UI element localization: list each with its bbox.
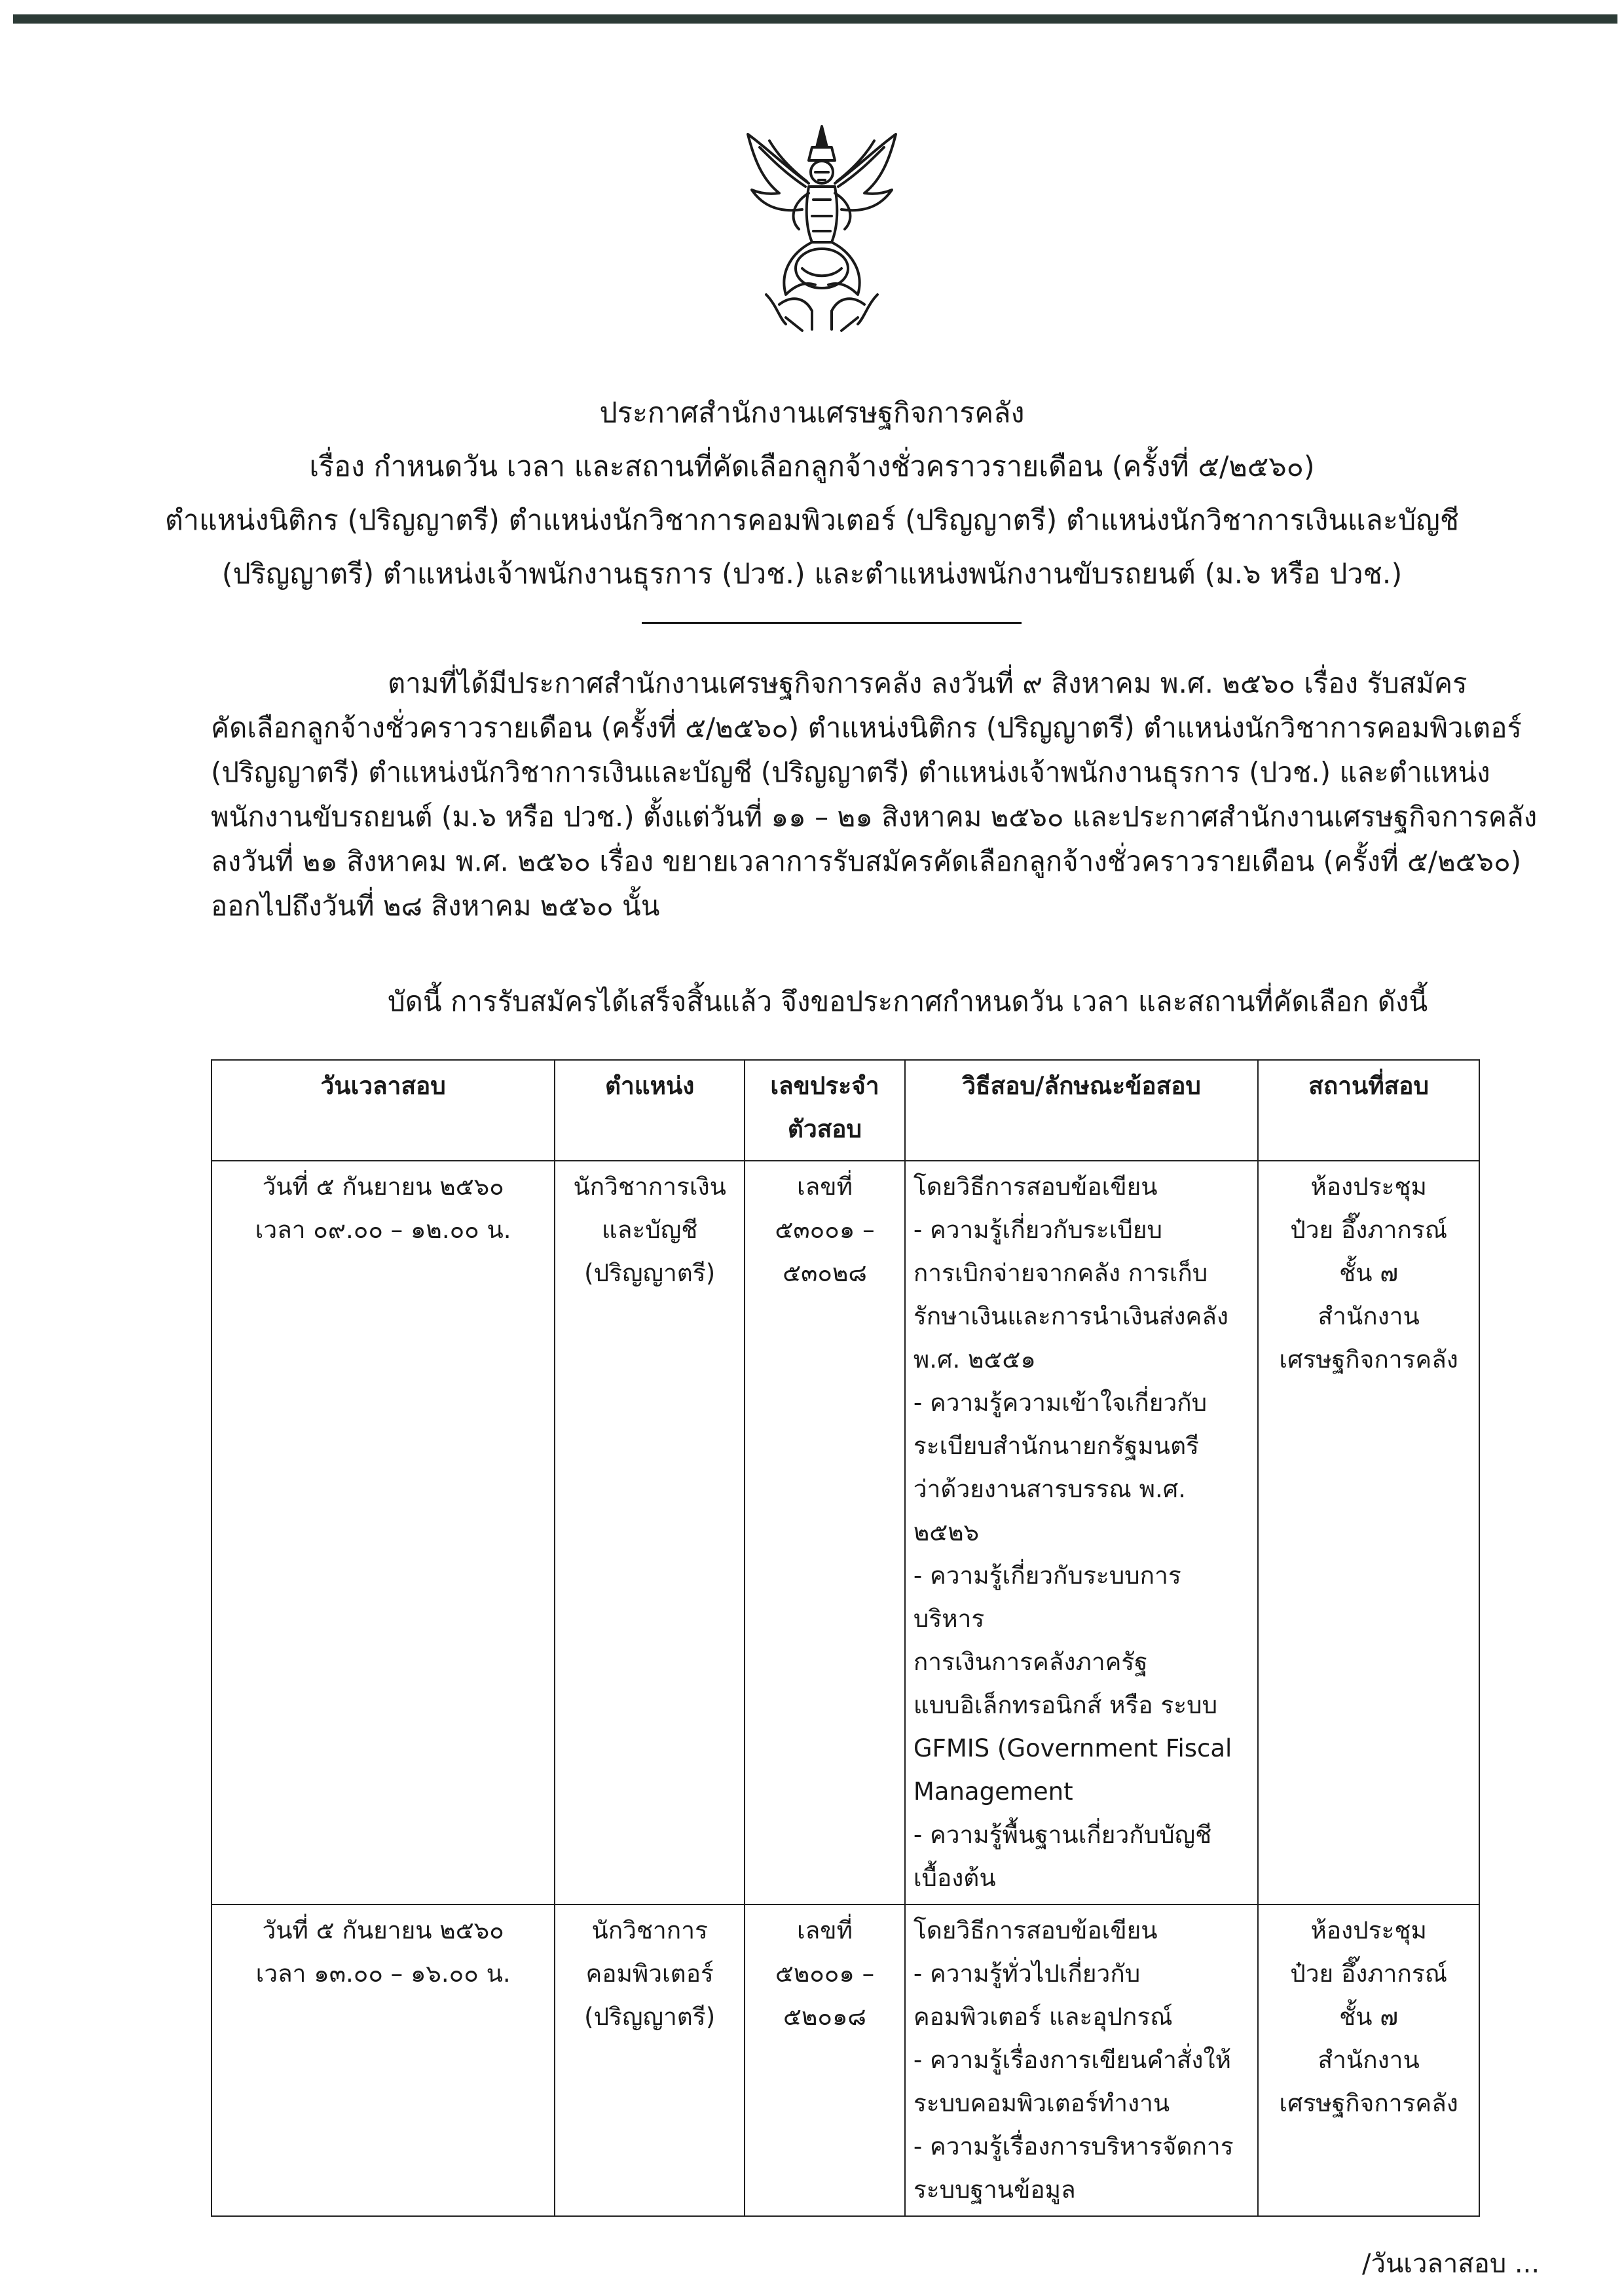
cell-position (555, 1904, 745, 2216)
header-exam-number-line: ตัวสอบ (787, 1115, 862, 1143)
header-venue: สถานที่สอบ (1258, 1060, 1479, 1161)
cell-datetime (212, 1904, 555, 2216)
cell-method-line: - ความรู้พื้นฐานเกี่ยวกับบัญชี (913, 1821, 1212, 1849)
cell-method-line: GFMIS (Government Fiscal (913, 1734, 1232, 1762)
cell-position-line: คอมพิวเตอร์ (585, 1959, 714, 1988)
cell-exam-number-line: ๕๓๐๐๑ – (775, 1216, 875, 1244)
cell-method-line: โดยวิธีการสอบข้อเขียน (913, 1916, 1158, 1944)
cell-exam-number-line: ๕๒๐๑๘ (783, 2003, 866, 2031)
paragraph-line: คัดเลือกลูกจ้างชั่วคราวรายเดือน (ครั้งที่ ๕/๒๕๖๐) ตำแหน่งนิติกร (ปริญญาตรี) ตำแหน่งนักวิชาการคอมพิวเตอร์ (211, 712, 1522, 744)
cell-method-line: - ความรู้เกี่ยวกับระเบียบ (913, 1216, 1162, 1244)
title-divider (642, 622, 1022, 624)
cell-method-line: - ความรู้เรื่องการเขียนคำสั่งให้ (913, 2046, 1231, 2074)
cell-method-line: - ความรู้ทั่วไปเกี่ยวกับ (913, 1959, 1141, 1988)
cell-method-line: พ.ศ. ๒๕๕๑ (913, 1345, 1036, 1374)
cell-method-line: Management (913, 1777, 1073, 1806)
cell-position (555, 1161, 745, 1904)
header-exam-number-line: เลขประจำ (770, 1072, 879, 1100)
paragraph-line: ลงวันที่ ๒๑ สิงหาคม พ.ศ. ๒๕๖๐ เรื่อง ขยายเวลาการรับสมัครคัดเลือกลูกจ้างชั่วคราวรายเดือน (ครั้งที่ ๕/๒๕๖๐) (211, 845, 1522, 877)
cell-position-line: นักวิชาการเงิน (573, 1173, 726, 1201)
cell-venue-line: สำนักงาน (1318, 1302, 1420, 1330)
cell-method-line: ระเบียบสำนักนายกรัฐมนตรี (913, 1432, 1199, 1460)
cell-position-line: (ปริญญาตรี) (584, 2003, 716, 2031)
cell-datetime (212, 1161, 555, 1904)
cell-method-line: โดยวิธีการสอบข้อเขียน (913, 1173, 1158, 1201)
cell-method (905, 1161, 1258, 1904)
table-row (212, 1904, 1479, 2216)
title-line: ประกาศสำนักงานเศรษฐกิจการคลัง (599, 397, 1025, 429)
title-line: ตำแหน่งนิติกร (ปริญญาตรี) ตำแหน่งนักวิชาการคอมพิวเตอร์ (ปริญญาตรี) ตำแหน่งนักวิชาการเงินและบัญชี (164, 504, 1460, 537)
cell-venue-line: เศรษฐกิจการคลัง (1279, 1345, 1458, 1374)
cell-exam-number-line: ๕๓๐๒๘ (783, 1259, 867, 1287)
header-exam-number (745, 1060, 905, 1161)
cell-venue-line: สำนักงาน (1318, 2046, 1420, 2074)
paragraph-line: (ปริญญาตรี) ตำแหน่งนักวิชาการเงินและบัญชี (ปริญญาตรี) ตำแหน่งเจ้าพนักงานธุรการ (ปวช.) และตำแหน่ง (211, 756, 1490, 788)
header-position: ตำแหน่ง (555, 1060, 745, 1161)
cell-method-line: ระบบฐานข้อมูล (913, 2176, 1076, 2204)
cell-method-line: ว่าด้วยงานสารบรรณ พ.ศ. ๒๕๒๖ (913, 1475, 1186, 1546)
cell-venue-line: ชั้น ๗ (1339, 2003, 1399, 2031)
header-method: วิธีสอบ/ลักษณะข้อสอบ (905, 1060, 1258, 1161)
cell-method-line: การเงินการคลังภาครัฐ (913, 1648, 1148, 1676)
body-paragraph-2: บัดนี้ การรับสมัครได้เสร็จสิ้นแล้ว จึงขอประกาศกำหนดวัน เวลา และสถานที่คัดเลือก ดังนี้ (388, 985, 1428, 1017)
table-header-row (212, 1060, 1479, 1161)
cell-method-line: เบื้องต้น (913, 1864, 996, 1892)
cell-position-line: (ปริญญาตรี) (584, 1259, 716, 1287)
paragraph-line: ตามที่ได้มีประกาศสำนักงานเศรษฐกิจการคลัง ลงวันที่ ๙ สิงหาคม พ.ศ. ๒๕๖๐ เรื่อง รับสมัคร (388, 667, 1467, 699)
table-row (212, 1161, 1479, 1904)
cell-exam-number-line: เลขที่ (796, 1173, 853, 1201)
announcement-title (105, 386, 1519, 601)
cell-venue-line: ห้องประชุม (1310, 1173, 1427, 1201)
cell-datetime-line: วันที่ ๕ กันยายน ๒๕๖๐ (262, 1173, 504, 1201)
exam-schedule-table (211, 1059, 1480, 2217)
cell-method-line: การเบิกจ่ายจากคลัง การเก็บ (913, 1259, 1208, 1287)
cell-venue-line: ป๋วย อึ๊งภากรณ์ (1290, 1216, 1448, 1244)
paragraph-line: พนักงานขับรถยนต์ (ม.๖ หรือ ปวช.) ตั้งแต่วันที่ ๑๑ – ๒๑ สิงหาคม ๒๕๖๐ และประกาศสำนักงานเศรษฐกิจการคลัง (211, 801, 1538, 833)
cell-method-line: - ความรู้เรื่องการบริหารจัดการ (913, 2132, 1234, 2160)
title-line: เรื่อง กำหนดวัน เวลา และสถานที่คัดเลือกลูกจ้างชั่วคราวรายเดือน (ครั้งที่ ๕/๒๕๖๐) (309, 450, 1315, 483)
cell-method (905, 1904, 1258, 2216)
cell-datetime-line: เวลา ๐๙.๐๐ – ๑๒.๐๐ น. (255, 1216, 511, 1244)
cell-venue (1258, 1161, 1479, 1904)
garuda-emblem (740, 121, 904, 337)
cell-method-line: แบบอิเล็กทรอนิกส์ หรือ ระบบ (913, 1691, 1218, 1719)
header-datetime: วันเวลาสอบ (212, 1060, 555, 1161)
cell-method-line: ระบบคอมพิวเตอร์ทำงาน (913, 2089, 1170, 2117)
cell-datetime-line: วันที่ ๕ กันยายน ๒๕๖๐ (262, 1916, 504, 1944)
cell-venue-line: ป๋วย อึ๊งภากรณ์ (1290, 1959, 1448, 1988)
cell-method-line: - ความรู้เกี่ยวกับระบบการบริหาร (913, 1561, 1181, 1633)
continuation-marker: /วันเวลาสอบ ... (1362, 2249, 1540, 2279)
paragraph-line: ออกไปถึงวันที่ ๒๘ สิงหาคม ๒๕๖๐ นั้น (211, 890, 660, 922)
cell-method-line: รักษาเงินและการนำเงินส่งคลัง (913, 1302, 1228, 1330)
body-paragraph (211, 661, 1538, 928)
cell-method-line: คอมพิวเตอร์ และอุปกรณ์ (913, 2003, 1173, 2031)
cell-venue-line: ชั้น ๗ (1339, 1259, 1399, 1287)
cell-venue-line: เศรษฐกิจการคลัง (1279, 2089, 1458, 2117)
cell-exam-number (745, 1904, 905, 2216)
cell-position-line: นักวิชาการ (591, 1916, 708, 1944)
cell-exam-number-line: ๕๒๐๐๑ – (775, 1959, 875, 1988)
cell-exam-number (745, 1161, 905, 1904)
cell-venue-line: ห้องประชุม (1310, 1916, 1427, 1944)
cell-exam-number-line: เลขที่ (796, 1916, 853, 1944)
cell-method-line: - ความรู้ความเข้าใจเกี่ยวกับ (913, 1389, 1208, 1417)
cell-datetime-line: เวลา ๑๓.๐๐ – ๑๖.๐๐ น. (255, 1959, 511, 1988)
cell-venue (1258, 1904, 1479, 2216)
title-line: (ปริญญาตรี) ตำแหน่งเจ้าพนักงานธุรการ (ปวช.) และตำแหน่งพนักงานขับรถยนต์ (ม.๖ หรือ ปวช.) (221, 558, 1403, 591)
top-border-bar (13, 14, 1617, 24)
cell-position-line: และบัญชี (601, 1216, 698, 1244)
